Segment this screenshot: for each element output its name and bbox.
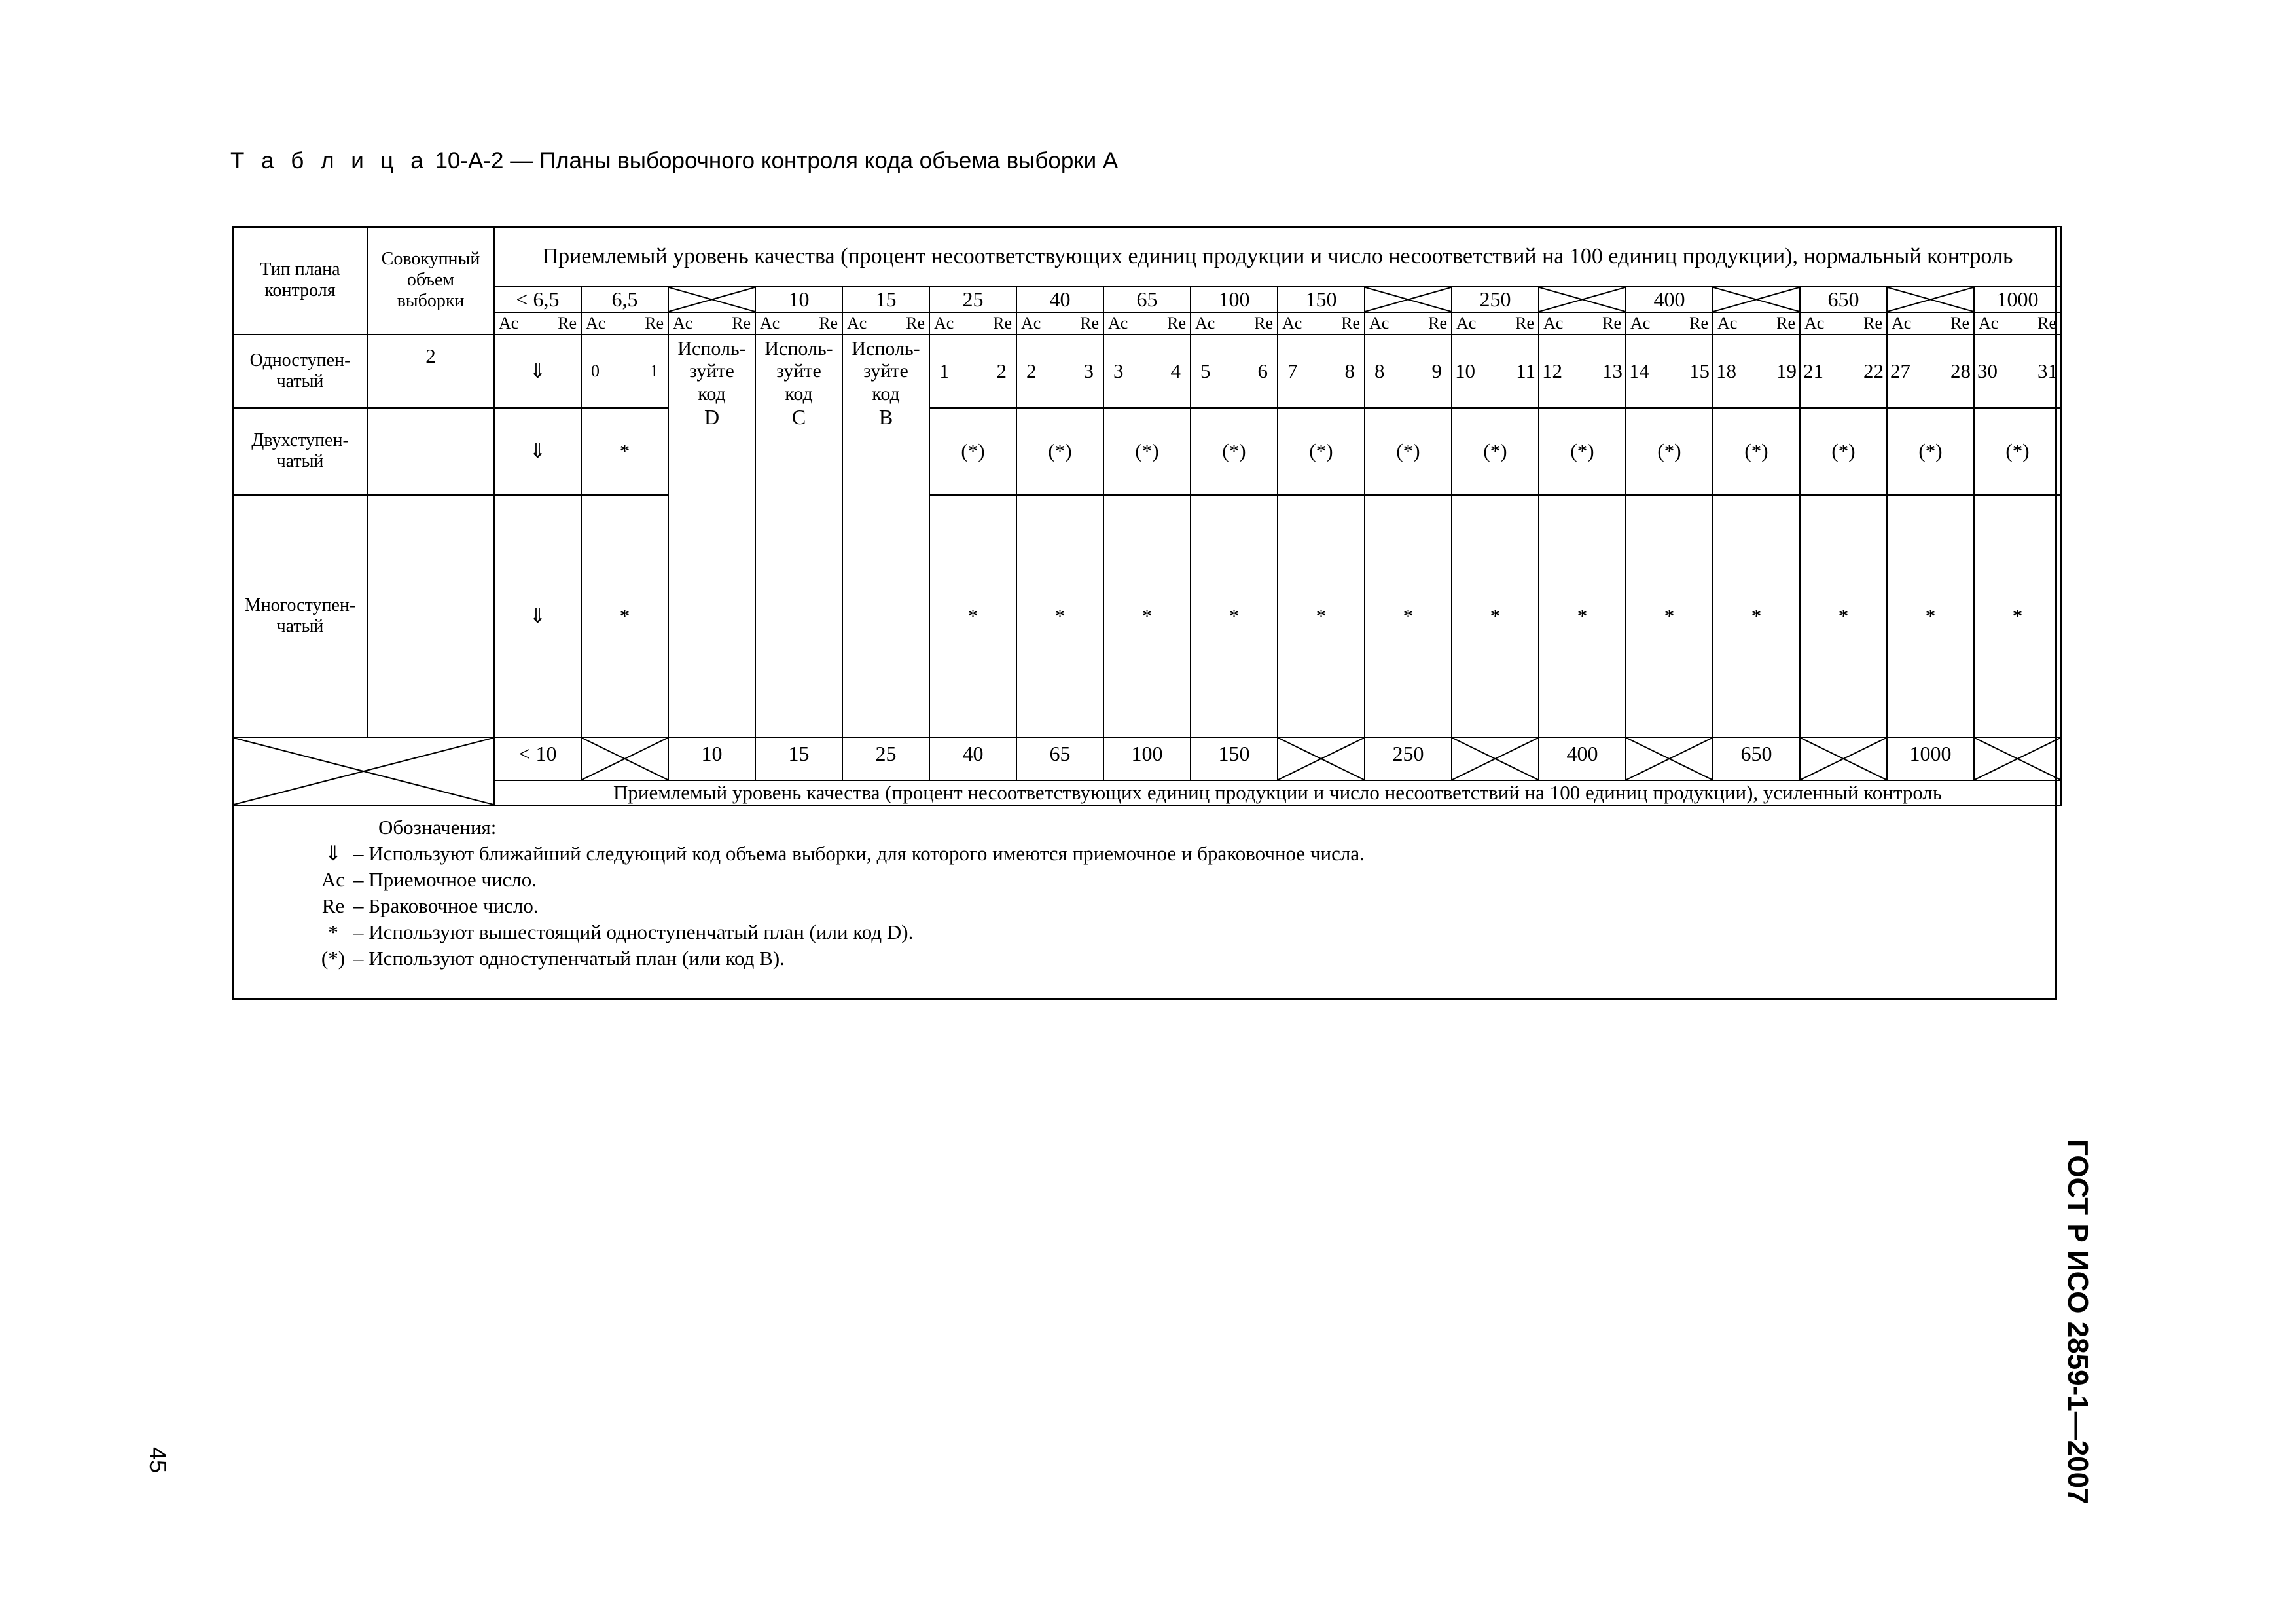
ac-label: Ac [1979, 313, 1999, 333]
single-ac-re-6: 10 11 [1452, 335, 1539, 408]
ac-label: Ac [1543, 313, 1564, 333]
multiple-cell-8: * [1626, 495, 1713, 737]
ac-label: Ac [760, 313, 780, 333]
multiple-cell-3: * [1191, 495, 1278, 737]
ac-label: Ac [1195, 313, 1215, 333]
single-ac-re-11: 27 28 [1887, 335, 1974, 408]
legend-text: – Приемочное число. [353, 868, 537, 891]
tightened-aql-5: 40 [929, 737, 1016, 780]
ac-label: Ac [934, 313, 954, 333]
ac-label: Ac [1021, 313, 1041, 333]
legend-symbol: Ac [321, 868, 346, 891]
single-ac-re-7: 12 13 [1539, 335, 1626, 408]
re-label: Re [558, 313, 577, 333]
use-code-b: Исполь- зуйте код B [842, 335, 929, 737]
tightened-aql-0: < 10 [494, 737, 581, 780]
re-label: Re [1950, 313, 1969, 333]
ac-label: Ac [1369, 313, 1390, 333]
re-label: Re [1515, 313, 1534, 333]
tightened-aql-7: 100 [1103, 737, 1191, 780]
tightened-aql-title: Приемлемый уровень качества (процент несоответствующих единиц продукции и число несоответствий на 100 единиц продукции), усиленный контроль [494, 780, 2061, 805]
sample-size-header: Совокупный объем выборки [367, 227, 494, 335]
re-label: Re [1602, 313, 1621, 333]
plan-type-header: Тип плана контроля [233, 227, 367, 335]
legend-title: Обозначения: [378, 816, 497, 839]
page-number: 45 [145, 1447, 171, 1474]
re-label: Re [1428, 313, 1447, 333]
legend-text: – Используют ближайший следующий код объема выборки, для которого имеются приемочное и браковочное числа. [353, 842, 1365, 865]
ac-label: Ac [847, 313, 867, 333]
aql-header-6: 40 [1016, 287, 1103, 312]
double-star: * [581, 408, 668, 495]
double-cell-1: (*) [1016, 408, 1103, 495]
single-ac-re-2: 3 4 [1103, 335, 1191, 408]
re-label: Re [1080, 313, 1099, 333]
tightened-aql-16: 1000 [1887, 737, 1974, 780]
legend-item [313, 841, 1365, 867]
double-plan-label: Двухступен-чатый [233, 408, 367, 495]
single-ac-re-12: 30 31 [1974, 335, 2061, 408]
normal-aql-title: Приемлемый уровень качества (процент несоответствующих единиц продукции и число несоответствий на 100 единиц продукции), нормальный контроль [494, 227, 2061, 287]
tightened-aql-10: 250 [1365, 737, 1452, 780]
single-sample-size: 2 [367, 335, 494, 408]
re-label: Re [732, 313, 751, 333]
legend-symbol: ⇓ [325, 842, 342, 865]
double-arrow: ⇓ [494, 408, 581, 495]
use-code-c: Исполь- зуйте код C [755, 335, 842, 737]
legend-symbol: Re [321, 894, 345, 917]
re-label: Re [1254, 313, 1273, 333]
multiple-cell-2: * [1103, 495, 1191, 737]
caption-prefix: Т а б л и ц а [230, 148, 429, 173]
aql-header-3: 10 [755, 287, 842, 312]
ac-label: Ac [1804, 313, 1825, 333]
aql-header-15: 650 [1800, 287, 1887, 312]
double-cell-8: (*) [1626, 408, 1713, 495]
single-ac-re-3: 5 6 [1191, 335, 1278, 408]
aql-header-9: 150 [1278, 287, 1365, 312]
ac-label: Ac [1630, 313, 1651, 333]
legend-symbol: (*) [321, 947, 346, 970]
legend-item [313, 919, 1365, 945]
legend-text: – Используют вышестоящий одноступенчатый план (или код D). [353, 921, 914, 943]
multiple-cell-6: * [1452, 495, 1539, 737]
legend-text: – Браковочное число. [353, 894, 539, 917]
re-label: Re [1863, 313, 1882, 333]
single-ac-re-5: 8 9 [1365, 335, 1452, 408]
multiple-cell-5: * [1365, 495, 1452, 737]
multiple-cell-10: * [1800, 495, 1887, 737]
double-cell-3: (*) [1191, 408, 1278, 495]
ac-label: Ac [586, 313, 606, 333]
re-label: Re [1776, 313, 1795, 333]
re-label: Re [2037, 313, 2056, 333]
use-code-d: Исполь- зуйте код D [668, 335, 755, 737]
ac-label: Ac [1108, 313, 1128, 333]
single-ac-re-10: 21 22 [1800, 335, 1887, 408]
double-cell-0: (*) [929, 408, 1016, 495]
tightened-aql-6: 65 [1016, 737, 1103, 780]
single-ac-re-6-5: 0 1 [581, 335, 668, 408]
double-cell-7: (*) [1539, 408, 1626, 495]
multiple-cell-9: * [1713, 495, 1800, 737]
multiple-cell-0: * [929, 495, 1016, 737]
single-ac-re-4: 7 8 [1278, 335, 1365, 408]
multiple-cell-4: * [1278, 495, 1365, 737]
single-ac-re-8: 14 15 [1626, 335, 1713, 408]
legend [313, 814, 1365, 972]
legend-symbol: * [328, 921, 338, 943]
re-label: Re [906, 313, 925, 333]
single-plan-label: Одноступен-чатый [233, 335, 367, 408]
ac-label: Ac [1717, 313, 1738, 333]
tightened-aql-12: 400 [1539, 737, 1626, 780]
double-cell-4: (*) [1278, 408, 1365, 495]
legend-text: – Используют одноступенчатый план (или код B). [353, 947, 785, 970]
aql-header-13: 400 [1626, 287, 1713, 312]
single-ac-re-1: 2 3 [1016, 335, 1103, 408]
aql-header-0: < 6,5 [494, 287, 581, 312]
multiple-star: * [581, 495, 668, 737]
aql-header-1: 6,5 [581, 287, 668, 312]
tightened-aql-14: 650 [1713, 737, 1800, 780]
multiple-cell-7: * [1539, 495, 1626, 737]
multiple-arrow: ⇓ [494, 495, 581, 737]
multiple-cell-11: * [1887, 495, 1974, 737]
standard-designation: ГОСТ Р ИСО 2859-1—2007 [2062, 1139, 2094, 1504]
legend-item [313, 867, 1365, 893]
re-label: Re [1167, 313, 1186, 333]
re-label: Re [1341, 313, 1360, 333]
multiple-cell-12: * [1974, 495, 2061, 737]
multiple-plan-label: Многоступен-чатый [233, 495, 367, 737]
ac-label: Ac [673, 313, 693, 333]
ac-label: Ac [1456, 313, 1477, 333]
ac-label: Ac [499, 313, 519, 333]
tightened-aql-3: 15 [755, 737, 842, 780]
aql-header-4: 15 [842, 287, 929, 312]
caption-text: 10-А-2 — Планы выборочного контроля кода объема выборки А [428, 148, 1119, 173]
aql-header-11: 250 [1452, 287, 1539, 312]
single-ac-re-9: 18 19 [1713, 335, 1800, 408]
aql-header-8: 100 [1191, 287, 1278, 312]
tightened-aql-8: 150 [1191, 737, 1278, 780]
aql-header-5: 25 [929, 287, 1016, 312]
double-cell-12: (*) [1974, 408, 2061, 495]
legend-item [313, 893, 1365, 919]
legend-item [313, 945, 1365, 972]
aql-header-17: 1000 [1974, 287, 2061, 312]
multiple-cell-1: * [1016, 495, 1103, 737]
double-cell-9: (*) [1713, 408, 1800, 495]
tightened-aql-2: 10 [668, 737, 755, 780]
ac-label: Ac [1892, 313, 1912, 333]
double-cell-10: (*) [1800, 408, 1887, 495]
double-cell-11: (*) [1887, 408, 1974, 495]
re-label: Re [993, 313, 1012, 333]
single-arrow: ⇓ [494, 335, 581, 408]
double-cell-2: (*) [1103, 408, 1191, 495]
double-cell-6: (*) [1452, 408, 1539, 495]
re-label: Re [645, 313, 664, 333]
single-ac-re-0: 1 2 [929, 335, 1016, 408]
aql-header-7: 65 [1103, 287, 1191, 312]
double-cell-5: (*) [1365, 408, 1452, 495]
re-label: Re [819, 313, 838, 333]
re-label: Re [1689, 313, 1708, 333]
ac-label: Ac [1282, 313, 1302, 333]
table-caption [230, 148, 1118, 174]
tightened-aql-4: 25 [842, 737, 929, 780]
